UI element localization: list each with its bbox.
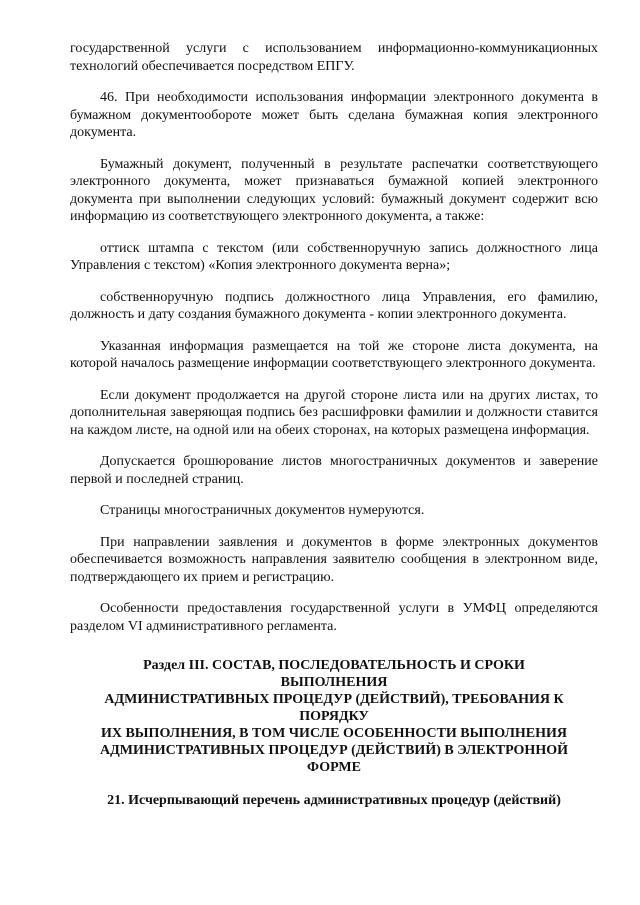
paragraph-numbering: Страницы многостраничных документов нумеруются. — [100, 503, 425, 518]
section-title-line: ВЫПОЛНЕНИЯ — [280, 675, 388, 690]
section-title-line: ФОРМЕ — [307, 760, 361, 775]
paragraph-paper-copy-conditions: Бумажный документ, полученный в результате распечатки соответствующего электронного документа, может признаваться бумажной копией электронного документа при выполнении следующих условий: бумажный документ содержит всю информацию из соответствующего электронного документа, а также: — [70, 156, 598, 224]
section-title-line: АДМИНИСТРАТИВНЫХ ПРОЦЕДУР (ДЕЙСТВИЙ), ТРЕБОВАНИЯ К — [104, 692, 564, 707]
section-title-line: Раздел III. СОСТАВ, ПОСЛЕДОВАТЕЛЬНОСТЬ И СРОКИ — [143, 658, 525, 673]
section-title-line: ИХ ВЫПОЛНЕНИЯ, В ТОМ ЧИСЛЕ ОСОБЕННОСТИ ВЫПОЛНЕНИЯ — [100, 726, 568, 741]
paragraph-signature: собственноручную подпись должностного лица Управления, его фамилию, должность и дату создания бумажного документа - копии электронного документа. — [70, 289, 598, 322]
section-title — [70, 657, 598, 776]
paragraph-other-sheets: Если документ продолжается на другой стороне листа или на других листах, то дополнительная заверяющая подпись без расшифровки фамилии и должности ставится на каждом листе, на одной или на обеих сторонах, на которых размещена информация. — [70, 387, 598, 438]
paragraph-continuation: государственной услуги с использованием информационно-коммуникационных технологий обеспечивается посредством ЕПГУ. — [70, 41, 598, 74]
paragraph-binding: Допускается брошюрование листов многостраничных документов и заверение первой и последней страниц. — [70, 454, 598, 487]
paragraph-umfc: Особенности предоставления государственной услуги в УМФЦ определяются разделом VI административного регламента. — [70, 601, 598, 634]
paragraph-same-side: Указанная информация размещается на той же стороне листа документа, на которой началось размещение информации соответствующего электронного документа. — [70, 338, 598, 371]
paragraph-electronic-notice: При направлении заявления и документов в форме электронных документов обеспечивается возможность направления заявителю сообщения в электронном виде, подтверждающего их прием и регистрацию. — [70, 534, 598, 585]
section-title-line: АДМИНИСТРАТИВНЫХ ПРОЦЕДУР (ДЕЙСТВИЙ) В ЭЛЕКТРОННОЙ — [99, 743, 568, 758]
paragraph-46: 46. При необходимости использования информации электронного документа в бумажном документообороте может быть сделана бумажная копия электронного документа. — [70, 90, 598, 140]
paragraph-stamp: оттиск штампа с текстом (или собственноручную запись должностного лица Управления с текстом) «Копия электронного документа верна»; — [70, 240, 598, 273]
section-title-line: ПОРЯДКУ — [299, 709, 369, 724]
subsection-title: 21. Исчерпывающий перечень административных процедур (действий) — [107, 793, 561, 808]
